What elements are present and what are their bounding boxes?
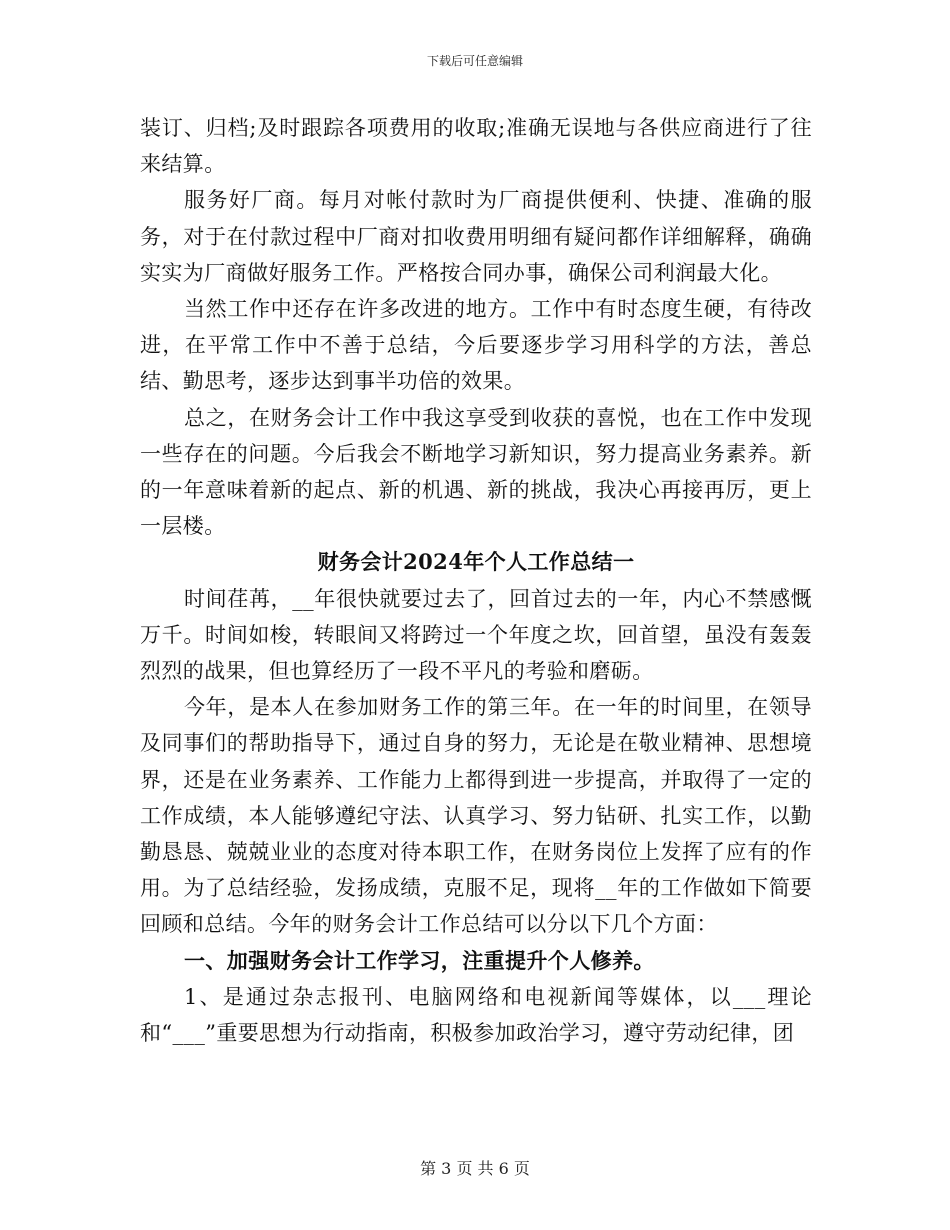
paragraph-overview: 今年，是本人在参加财务工作的第三年。在一年的时间里，在领导及同事们的帮助指导下，通过自身的努力，无论是在敬业精神、思想境界，还是在业务素养、工作能力上都得到进一步提高，并取得了一定的工作成绩，本人能够遵纪守法、认真学习、努力钻研、扎实工作，以勤勤恳恳、兢兢业业的态度对待本职工作，在财务岗位上发挥了应有的作用。为了总结经验，发扬成绩，克服不足，现将__年的工作做如下简要回顾和总结。今年的财务会计工作总结可以分以下几个方面： <box>140 695 812 937</box>
paragraph-settlement: 装订、归档;及时跟踪各项费用的收取;准确无误地与各供应商进行了往来结算。 <box>140 116 812 177</box>
paragraph-conclusion: 总之，在财务会计工作中我这享受到收获的喜悦，也在工作中发现一些存在的问题。今后我会不断地学习新知识，努力提高业务素养。新的一年意味着新的起点、新的机遇、新的挑战，我决心再接再厉，更上一层楼。 <box>140 405 812 539</box>
page-footer: 第 3 页 共 6 页 <box>420 1159 530 1178</box>
document-body <box>140 110 812 1051</box>
paragraph-improvement: 当然工作中还存在许多改进的地方。工作中有时态度生硬，有待改进，在平常工作中不善于总结，今后要逐步学习用科学的方法，善总结、勤思考，逐步达到事半功倍的效果。 <box>140 297 812 394</box>
subheading-study: 一、加强财务会计工作学习，注重提升个人修养。 <box>184 947 655 973</box>
section-title: 财务会计2024年个人工作总结一 <box>317 549 635 575</box>
paragraph-service: 服务好厂商。每月对帐付款时为厂商提供便利、快捷、准确的服务，对于在付款过程中厂商对扣收费用明细有疑问都作详细解释，确确实实为厂商做好服务工作。严格按合同办事，确保公司利润最大化。 <box>140 188 812 285</box>
paragraph-intro: 时间荏苒，__年很快就要过去了，回首过去的一年，内心不禁感慨万千。时间如梭，转眼间又将跨过一个年度之坎，回首望，虽没有轰轰烈烈的战果，但也算经历了一段不平凡的考验和磨砺。 <box>140 586 812 684</box>
paragraph-item-1: 1、是通过杂志报刊、电脑网络和电视新闻等媒体，以___理论和“___”重要思想为行动指南，积极参加政治学习，遵守劳动纪律，团 <box>140 984 812 1046</box>
page-header: 下载后可任意编辑 <box>426 54 523 68</box>
